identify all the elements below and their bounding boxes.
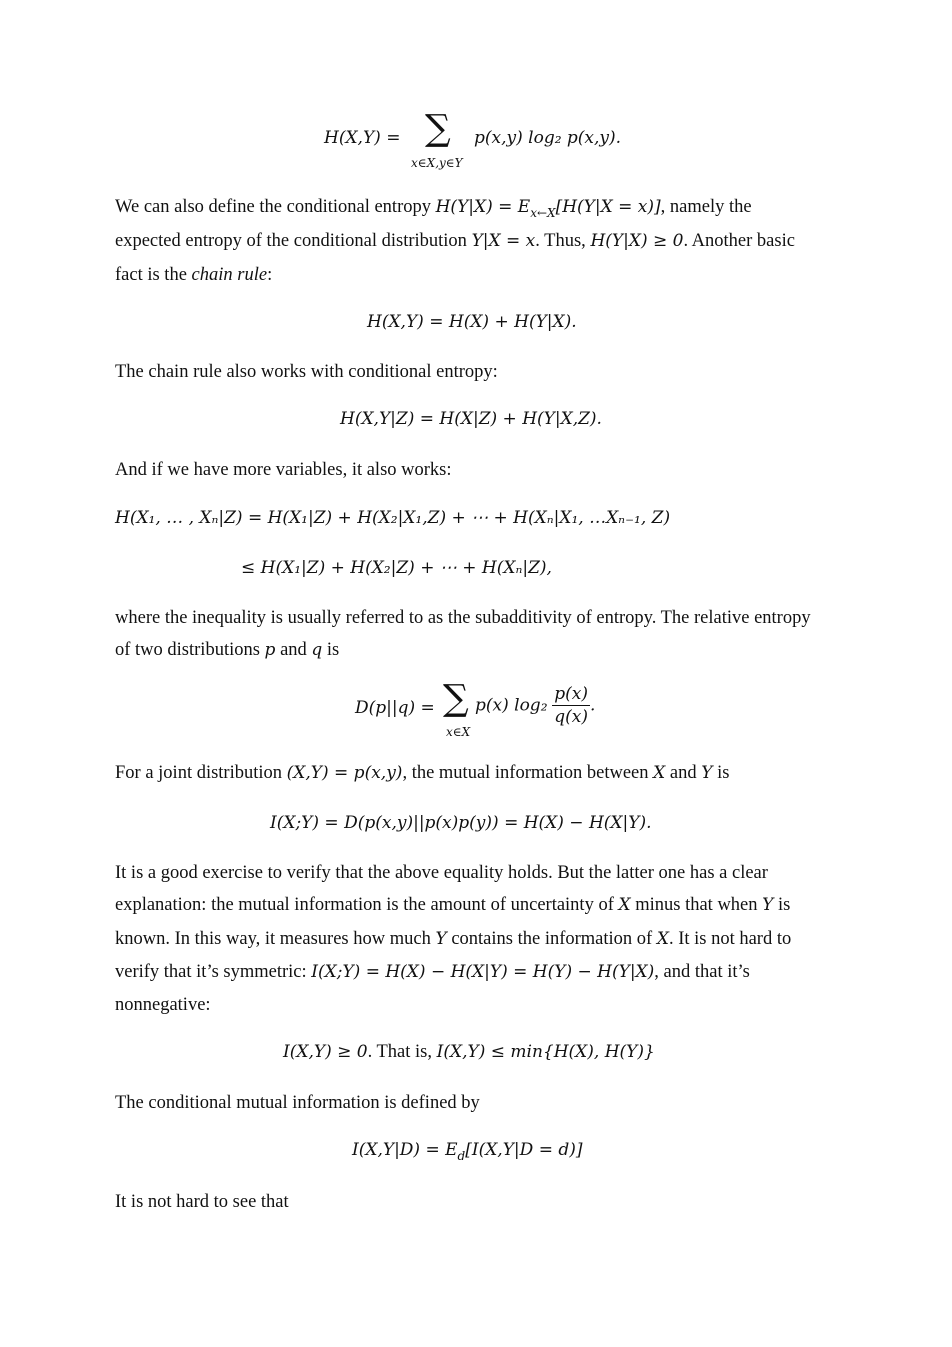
paragraph-line <box>115 960 750 984</box>
math-inline: q <box>311 640 323 660</box>
text-run: , the mutual information between <box>402 763 654 783</box>
math-inline: X <box>653 763 666 783</box>
math-display: I(X,Y) ≥ 0 <box>283 1042 368 1062</box>
math-display: D(p||q) = <box>355 698 435 718</box>
math-inline: Y <box>762 895 774 915</box>
equation-relative-entropy-rhs <box>475 683 595 728</box>
fraction <box>552 683 590 728</box>
text-run: is <box>773 895 791 915</box>
text-run: . That is, <box>367 1042 437 1062</box>
eq-lhs: H(X,Y) = <box>324 128 401 148</box>
text-run: known. In this way, it measures how much <box>115 929 436 949</box>
text-run: , and that it’s <box>654 962 750 982</box>
text-run: explanation: the mutual information is the amount of uncertainty of <box>115 895 619 915</box>
text-run: , namely the <box>660 197 752 217</box>
paragraph-line <box>115 458 452 482</box>
text-run: . Thus, <box>535 231 591 251</box>
equation-joint-entropy-rhs <box>474 126 621 150</box>
text-run: . It is not hard to <box>668 929 792 949</box>
text-run: fact is the <box>115 265 192 285</box>
math-inline: I(X;Y) = H(X) − H(X|Y) = H(Y) − H(Y|X) <box>311 962 655 982</box>
text-run: . Another basic <box>683 231 795 251</box>
paragraph-line <box>115 761 729 785</box>
math-inline: H(Y|X) = E <box>435 197 531 217</box>
math-inline: X <box>656 929 669 949</box>
math-display: H(X,Y) = H(X) + H(Y|X). <box>367 312 577 332</box>
equation-nonnegativity <box>283 1040 655 1064</box>
equation-multi-variable-1 <box>115 506 670 530</box>
math-inline: Y <box>701 763 713 783</box>
text-run: and <box>665 763 702 783</box>
text-run: It is a good exercise to verify that the above equality holds. But the latter one has a clear <box>115 863 768 883</box>
math-display: ≤ H(X₁|Z) + H(X₂|Z) + ⋯ + H(Xₙ|Z), <box>241 558 552 578</box>
equation-multi-variable-2 <box>241 556 552 580</box>
text-run: The chain rule also works with conditional entropy: <box>115 362 498 382</box>
paragraph-line <box>115 927 791 951</box>
text-run: minus that when <box>630 895 763 915</box>
text-run: is <box>322 640 340 660</box>
text-run: expected entropy of the conditional distribution <box>115 231 472 251</box>
math-inline: Y <box>435 929 447 949</box>
fraction-numerator: p(x) <box>554 684 588 704</box>
text-run: For a joint distribution <box>115 763 287 783</box>
paragraph-line <box>115 1091 480 1115</box>
text-run: We can also define the conditional entropy <box>115 197 436 217</box>
math-display: . <box>590 695 596 716</box>
paragraph-line <box>115 360 498 384</box>
paragraph-line <box>115 195 752 225</box>
text-run: It is not hard to see that <box>115 1192 289 1212</box>
text-run: nonnegative: <box>115 995 211 1015</box>
text-run: verify that it’s symmetric: <box>115 962 312 982</box>
math-inline: [H(Y|X = x)] <box>555 197 661 217</box>
paragraph-line <box>115 861 768 885</box>
text-run: : <box>267 265 273 285</box>
math-display: H(X₁, … , Xₙ|Z) = H(X₁|Z) + H(X₂|X₁,Z) + ⋯ + H(Xₙ|X₁, …Xₙ₋₁, Z) <box>115 508 671 528</box>
math-subscript: x←X <box>530 206 556 220</box>
paragraph-line <box>115 263 272 287</box>
equation-mutual-information <box>270 811 652 835</box>
equation-conditional-mutual-information <box>352 1138 582 1168</box>
text-run: and <box>275 640 312 660</box>
paragraph-line <box>115 606 811 630</box>
math-display: I(X,Y|D) = E <box>352 1140 458 1160</box>
summation-symbol: ∑ <box>425 108 451 149</box>
text-run: And if we have more variables, it also works: <box>115 460 452 480</box>
math-inline: H(Y|X) ≥ 0 <box>590 231 684 251</box>
summation-index: x∈X <box>446 725 471 739</box>
summation-symbol: ∑ <box>443 678 469 719</box>
math-inline: p <box>264 640 276 660</box>
paragraph-line <box>115 993 211 1017</box>
summation-index: x∈X,y∈Y <box>411 156 463 170</box>
equation-conditional-chain-rule <box>340 407 602 431</box>
paragraph-line <box>115 229 795 253</box>
paragraph-line <box>115 638 339 662</box>
equation-relative-entropy-lhs <box>355 696 435 720</box>
math-display: H(X,Y|Z) = H(X|Z) + H(Y|X,Z). <box>340 409 602 429</box>
math-display: I(X,Y) ≤ min{H(X), H(Y)} <box>436 1042 655 1062</box>
math-inline: (X,Y) = p(x,y) <box>286 763 403 783</box>
math-inline: Y|X = x <box>471 231 536 251</box>
math-inline: X <box>618 895 631 915</box>
eq-rhs: p(x,y) log₂ p(x,y). <box>474 128 622 148</box>
text-run: where the inequality is usually referred to as the subadditivity of entropy. The relative entropy <box>115 608 811 628</box>
equation-joint-entropy <box>324 126 400 150</box>
text-run: of two distributions <box>115 640 265 660</box>
paragraph-line <box>115 1190 289 1214</box>
fraction-denominator: q(x) <box>554 707 588 727</box>
paragraph-line <box>115 893 790 917</box>
text-run: The conditional mutual information is defined by <box>115 1093 480 1113</box>
math-display: p(x) log₂ <box>475 695 548 716</box>
text-run: is <box>712 763 730 783</box>
equation-chain-rule <box>367 310 577 334</box>
math-display: I(X;Y) = D(p(x,y)||p(x)p(y)) = H(X) − H(X|Y). <box>270 813 652 833</box>
math-display: [I(X,Y|D = d)] <box>465 1140 583 1160</box>
text-run: contains the information of <box>446 929 657 949</box>
emphasis-chain-rule: chain rule <box>191 265 268 285</box>
math-subscript: d <box>457 1149 466 1163</box>
